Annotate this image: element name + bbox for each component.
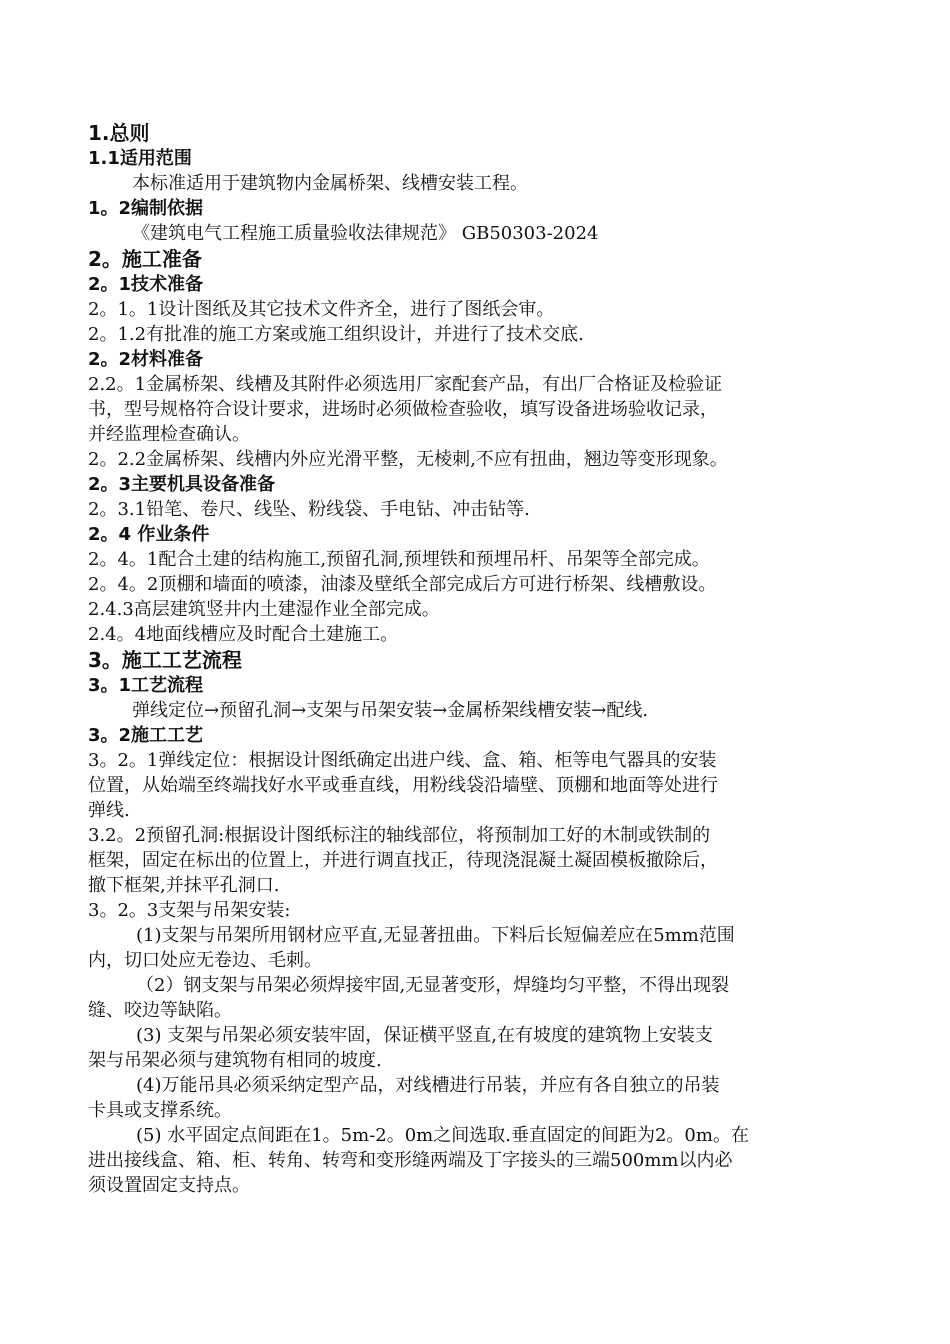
section-heading: 1.总则 — [88, 121, 150, 145]
paragraph-line: 内，切口处应无卷边、毛刺。 — [88, 950, 322, 971]
section-heading: 2。施工准备 — [88, 247, 202, 271]
paragraph-line: (3) 支架与吊架必须安装牢固，保证横平竖直,在有坡度的建筑物上安装支 — [136, 1025, 713, 1046]
paragraph-line: 2。2.2金属桥架、线槽内外应光滑平整，无棱刺,不应有扭曲，翘边等变形现象。 — [88, 449, 728, 470]
paragraph-line: 并经监理检查确认。 — [88, 424, 250, 445]
paragraph-line: 2。4。1配合土建的结构施工,预留孔洞,预埋铁和预埋吊杆、吊架等全部完成。 — [88, 549, 710, 570]
paragraph-line: 进出接线盒、箱、柜、转角、转弯和变形缝两端及丁字接头的三端500mm以内必 — [88, 1150, 733, 1171]
paragraph-line: 2。1。1设计图纸及其它技术文件齐全，进行了图纸会审。 — [88, 299, 555, 320]
paragraph-line: 2。1.2有批准的施工方案或施工组织设计，并进行了技术交底. — [88, 324, 584, 345]
subsection-heading: 3。1工艺流程 — [88, 675, 204, 696]
subsection-heading: 1。2编制依据 — [88, 198, 204, 219]
paragraph-line: 2.4.3高层建筑竖井内土建湿作业全部完成。 — [88, 599, 440, 620]
section-heading: 3。施工工艺流程 — [88, 648, 242, 672]
paragraph-line: 弹线. — [88, 800, 130, 821]
paragraph-line: 位置，从始端至终端找好水平或垂直线，用粉线袋沿墙壁、顶棚和地面等处进行 — [88, 775, 718, 796]
subsection-heading: 2。1技术准备 — [88, 274, 204, 295]
subsection-heading: 2。2材料准备 — [88, 349, 204, 370]
subsection-heading: 1.1适用范围 — [88, 148, 192, 169]
paragraph-line: 须设置固定支持点。 — [88, 1175, 250, 1196]
paragraph-line: 3.2。2预留孔洞:根据设计图纸标注的轴线部位，将预制加工好的木制或铁制的 — [88, 825, 711, 846]
subsection-heading: 2。4 作业条件 — [88, 524, 210, 545]
paragraph-line: 卡具或支撑系统。 — [88, 1100, 232, 1121]
paragraph-line: 框架，固定在标出的位置上，并进行调直找正，待现浇混凝土凝固模板撤除后， — [88, 850, 718, 871]
paragraph-line: 2。4。2顶棚和墙面的喷漆，油漆及壁纸全部完成后方可进行桥架、线槽敷设。 — [88, 574, 717, 595]
paragraph-line: （2）钢支架与吊架必须焊接牢固,无显著变形，焊缝均匀平整，不得出现裂 — [136, 975, 730, 996]
paragraph-line: 撤下框架,并抹平孔洞口. — [88, 875, 280, 896]
paragraph-line: 2。3.1铅笔、卷尺、线坠、粉线袋、手电钻、冲击钻等. — [88, 499, 530, 520]
subsection-heading: 3。2施工工艺 — [88, 725, 204, 746]
paragraph-line: 弹线定位→预留孔洞→支架与吊架安装→金属桥架线槽安装→配线. — [132, 700, 649, 721]
paragraph-line: 3。2。3支架与吊架安装: — [88, 900, 291, 921]
paragraph-line: (5) 水平固定点间距在1。5m-2。0m之间选取.垂直固定的间距为2。0m。在 — [136, 1125, 749, 1146]
paragraph-line: 2.4。4地面线槽应及时配合土建施工。 — [88, 624, 399, 645]
paragraph-line: 缝、咬边等缺陷。 — [88, 1000, 232, 1021]
paragraph-line: (4)万能吊具必须采纳定型产品，对线槽进行吊装，并应有各自独立的吊装 — [136, 1075, 720, 1096]
paragraph-line: (1)支架与吊架所用钢材应平直,无显著扭曲。下料后长短偏差应在5mm范围 — [136, 925, 735, 946]
paragraph-line: 书，型号规格符合设计要求，进场时必须做检查验收，填写设备进场验收记录， — [88, 399, 718, 420]
subsection-heading: 2。3主要机具设备准备 — [88, 474, 276, 495]
paragraph-line: 2.2。1金属桥架、线槽及其附件必须选用厂家配套产品，有出厂合格证及检验证 — [88, 374, 723, 395]
paragraph-line: 3。2。1弹线定位：根据设计图纸确定出进户线、盒、箱、柜等电气器具的安装 — [88, 750, 717, 771]
document-page — [88, 120, 878, 1198]
paragraph-line: 本标准适用于建筑物内金属桥架、线槽安装工程。 — [132, 173, 528, 194]
paragraph-line: 架与吊架必须与建筑物有相同的坡度. — [88, 1050, 382, 1071]
paragraph-line: 《建筑电气工程施工质量验收法律规范》 GB50303-2024 — [132, 223, 599, 244]
